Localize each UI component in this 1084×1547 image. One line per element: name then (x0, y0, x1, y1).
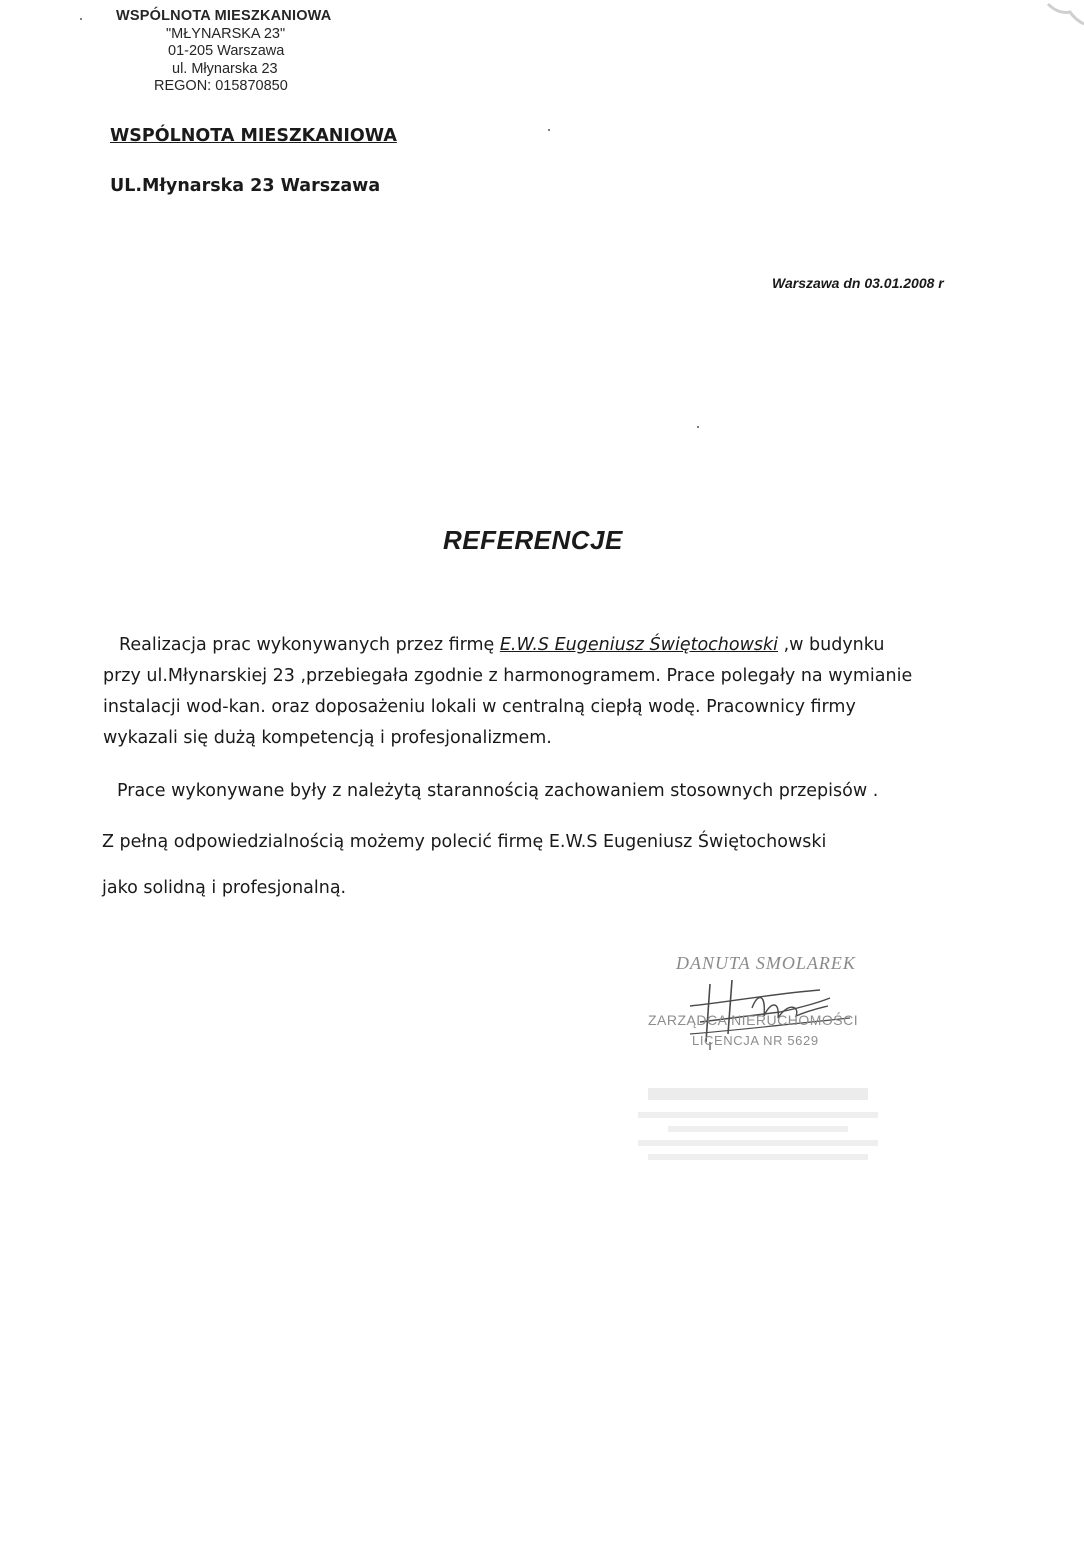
signatory-role: ZARZĄDCA NIERUCHOMOŚCI (648, 1012, 859, 1028)
body-paragraph-1 (103, 630, 912, 754)
letter-date: Warszawa dn 03.01.2008 r (772, 275, 944, 291)
body-paragraph-3: Z pełną odpowiedzialnością możemy polecić firmę E.W.S Eugeniusz Świętochowski (102, 832, 827, 852)
scan-speck (80, 18, 82, 20)
scan-corner-mark (1040, 0, 1084, 32)
body-line: przy ul.Młynarskiej 23 ,przebiegała zgodnie z harmonogramem. Prace polegały na wymianie (103, 666, 913, 686)
stamp-line: 01-205 Warszawa (168, 43, 285, 59)
stamp-line: ul. Młynarska 23 (172, 60, 278, 77)
scan-speck (697, 426, 699, 428)
body-line (103, 630, 912, 661)
body-line: wykazali się dużą kompetencją i profesjonalizmem. (103, 728, 552, 748)
body-line: instalacji wod-kan. oraz doposażeniu lokali w centralną ciepłą wodę. Pracownicy firmy (103, 697, 856, 717)
document-title: REFERENCJE (443, 525, 623, 555)
signatory-name: DANUTA SMOLAREK (676, 953, 856, 973)
signatory-license: LICENCJA NR 5629 (692, 1033, 819, 1048)
scan-speck (548, 129, 550, 131)
body-text: ,w budynku (778, 635, 885, 655)
body-paragraph-4: jako solidną i profesjonalną. (102, 878, 347, 898)
body-text: Realizacja prac wykonywanych przez firmę (119, 635, 500, 655)
organization-stamp (116, 8, 356, 96)
sender-organization: WSPÓLNOTA MIESZKANIOWA (110, 126, 397, 146)
sender-address: UL.Młynarska 23 Warszawa (110, 176, 381, 196)
body-paragraph-2: Prace wykonywane były z należytą starannością zachowaniem stosownych przepisów . (117, 781, 879, 801)
faded-company-stamp (628, 1078, 888, 1188)
firm-name: E.W.S Eugeniusz Świętochowski (499, 635, 779, 655)
stamp-line: WSPÓLNOTA MIESZKANIOWA (116, 8, 332, 24)
stamp-line: REGON: 015870850 (154, 78, 288, 94)
stamp-line: "MŁYNARSKA 23" (166, 25, 286, 42)
